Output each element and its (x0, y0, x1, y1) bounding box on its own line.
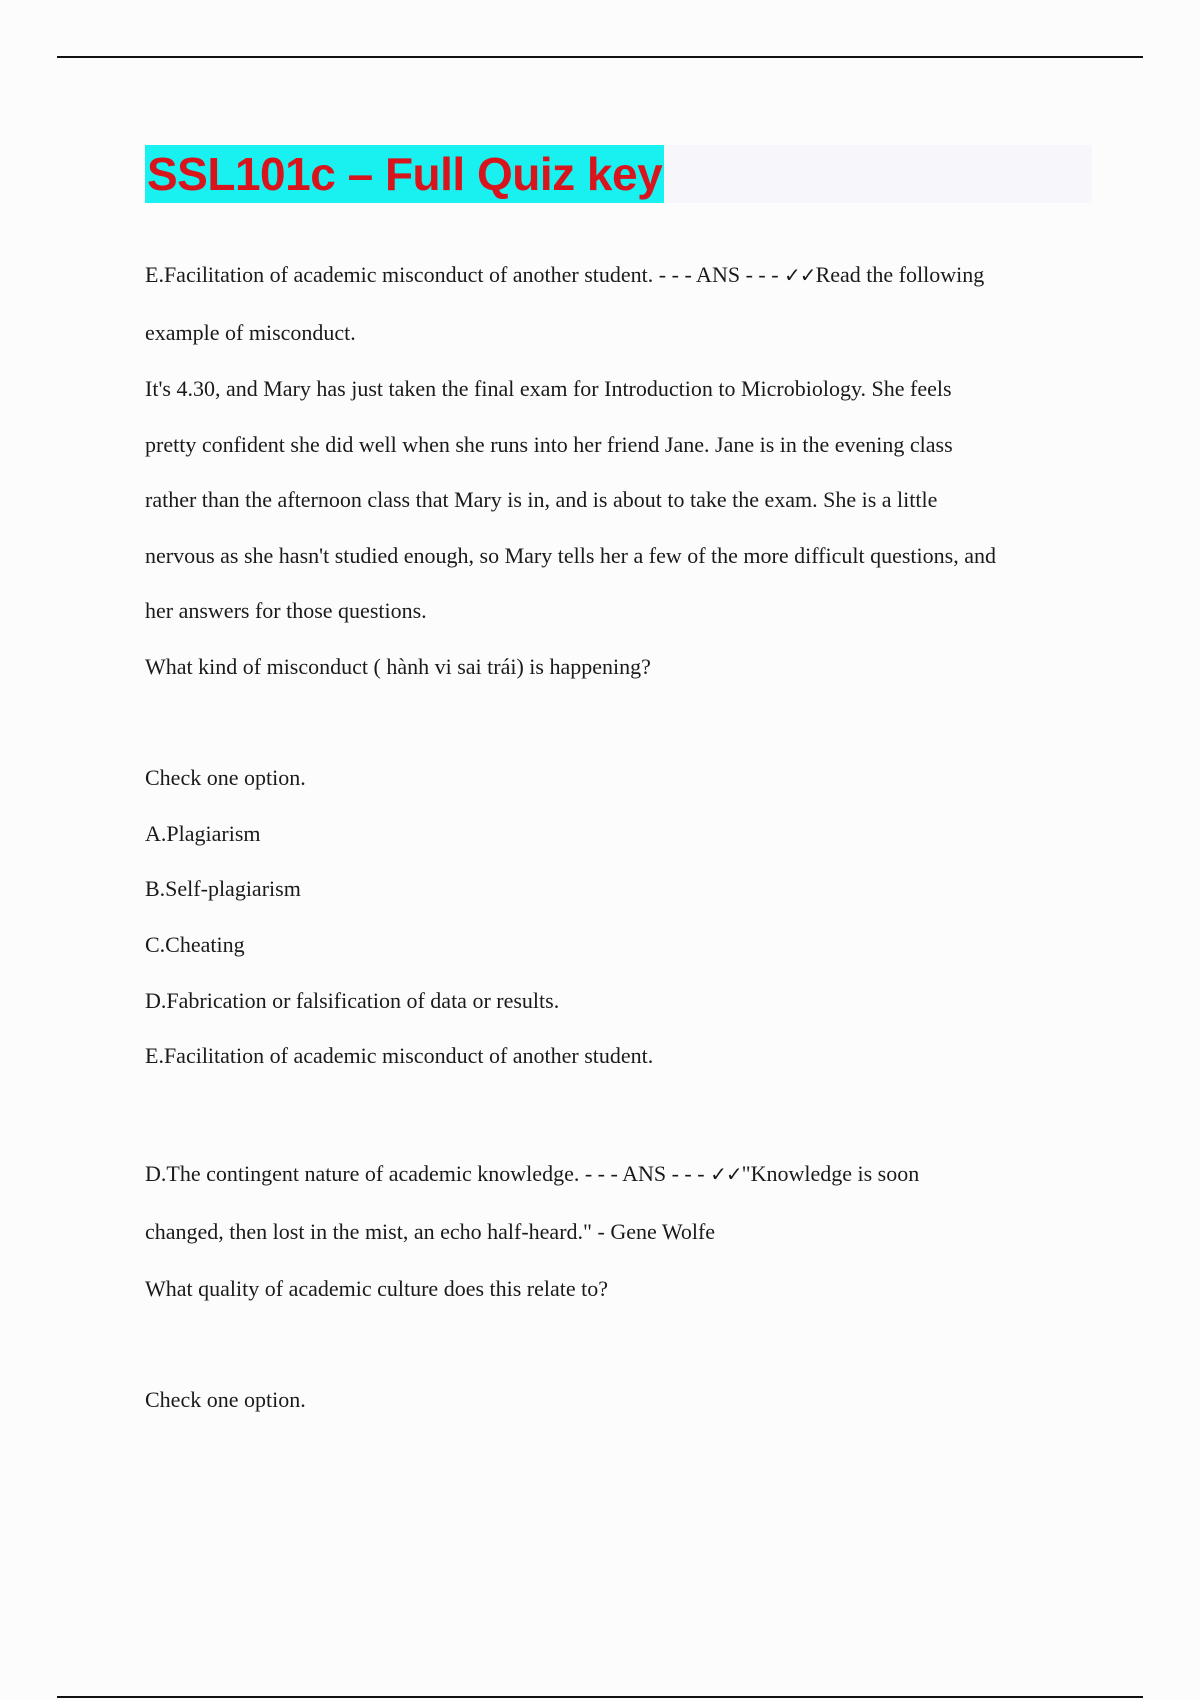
q1-checkmarks: ✓✓ (784, 263, 816, 287)
q2-checkmarks: ✓✓ (710, 1162, 742, 1186)
q2-question: What quality of academic culture does this relate to? (145, 1276, 609, 1301)
q1-answer-prefix: E.Facilitation of academic misconduct of another student. - - - ANS - - - (145, 262, 785, 287)
q1-option: C.Cheating (145, 932, 245, 957)
q2-answer-line-2: changed, then lost in the mist, an echo half-heard." - Gene Wolfe (145, 1219, 716, 1244)
q1-scenario-line: pretty confident she did well when she runs into her friend Jane. Jane is in the evening class (145, 432, 953, 457)
document-title: SSL101c – Full Quiz key (145, 145, 664, 203)
top-rule (57, 56, 1143, 58)
bottom-rule (57, 1696, 1143, 1698)
q1-question: What kind of misconduct ( hành vi sai trái) is happening? (145, 654, 651, 679)
q1-option: E.Facilitation of academic misconduct of another student. (145, 1043, 654, 1068)
q1-option: D.Fabrication or falsification of data or results. (145, 988, 560, 1013)
q1-instruction: Check one option. (145, 765, 306, 790)
q1-answer-line-2: example of misconduct. (145, 320, 356, 345)
q2-answer-tail: "Knowledge is soon (741, 1161, 920, 1186)
q2-instruction: Check one option. (145, 1387, 306, 1412)
q2-answer-line (145, 1161, 919, 1187)
q1-option: A.Plagiarism (145, 821, 261, 846)
q1-scenario-line: rather than the afternoon class that Mary is in, and is about to take the exam. She is a little (145, 487, 938, 512)
q1-scenario-line: It's 4.30, and Mary has just taken the final exam for Introduction to Microbiology. She feels (145, 376, 952, 401)
q1-answer-tail: Read the following (815, 262, 985, 287)
q1-answer-line (145, 262, 984, 288)
q1-scenario-line: nervous as she hasn't studied enough, so Mary tells her a few of the more difficult questions, and (145, 543, 996, 568)
q2-answer-prefix: D.The contingent nature of academic knowledge. - - - ANS - - - (145, 1161, 711, 1186)
q1-option: B.Self-plagiarism (145, 876, 301, 901)
q1-scenario-line: her answers for those questions. (145, 598, 427, 623)
